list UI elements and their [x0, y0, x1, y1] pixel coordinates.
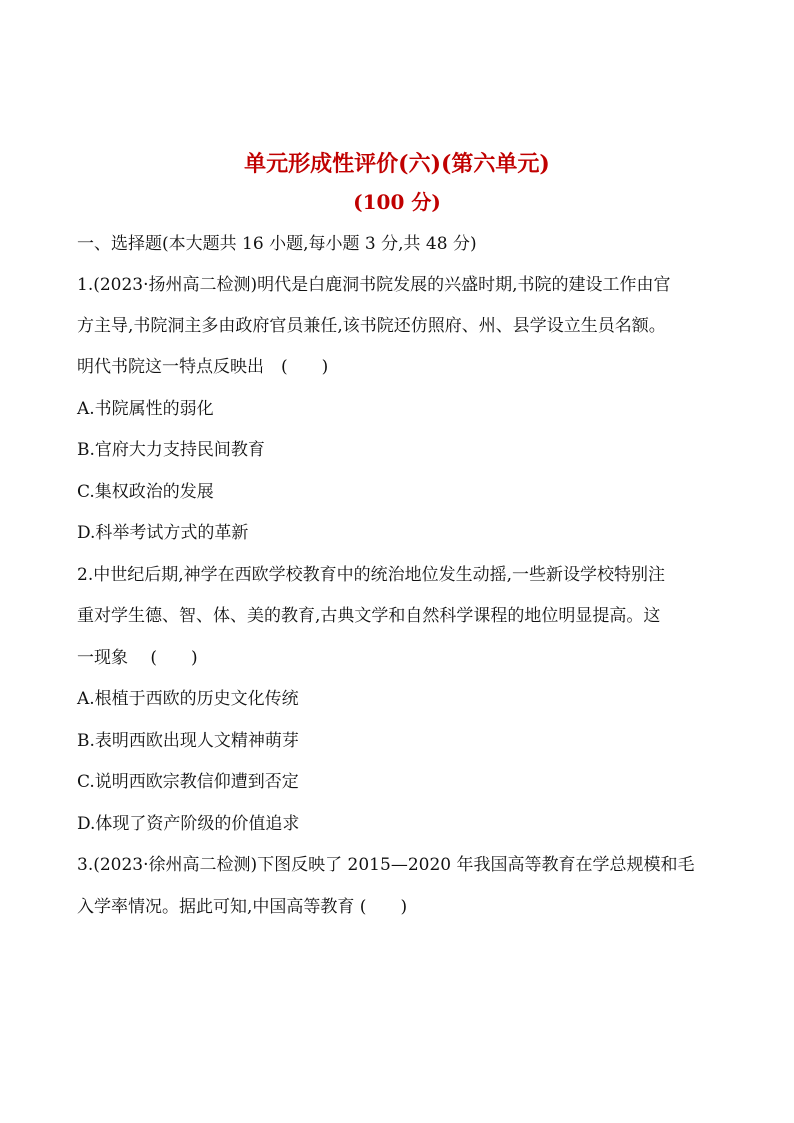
question-2-option-d: D.体现了资产阶级的价值追求: [77, 814, 300, 834]
question-2-option-c: C.说明西欧宗教信仰遭到否定: [77, 772, 299, 792]
question-1-option-d: D.科举考试方式的革新: [77, 523, 249, 543]
question-1-option-c: C.集权政治的发展: [77, 482, 214, 502]
question-2-option-b: B.表明西欧出现人文精神萌芽: [77, 731, 299, 751]
question-1-stem-line-1: 1.(2023·扬州高二检测)明代是白鹿洞书院发展的兴盛时期,书院的建设工作由官: [77, 275, 671, 295]
question-1-option-a: A.书院属性的弱化: [77, 399, 214, 419]
question-1-stem-line-3: 明代书院这一特点反映出 ( ): [77, 357, 329, 377]
question-1-option-b: B.官府大力支持民间教育: [77, 440, 265, 460]
question-2-option-a: A.根植于西欧的历史文化传统: [77, 689, 299, 709]
question-3-stem-line-1: 3.(2023·徐州高二检测)下图反映了 2015—2020 年我国高等教育在学总规模和毛: [77, 855, 695, 875]
question-1-stem-line-2: 方主导,书院洞主多由政府官员兼任,该书院还仿照府、州、县学设立生员名额。: [77, 316, 666, 336]
question-2-stem-line-2: 重对学生德、智、体、美的教育,古典文学和自然科学课程的地位明显提高。这: [77, 606, 661, 626]
score-label: (100 分): [353, 190, 441, 214]
document-title: 单元形成性评价(六)(第六单元): [244, 151, 550, 177]
question-2-stem-line-3: 一现象 ( ): [77, 648, 198, 668]
question-3-stem-line-2: 入学率情况。据此可知,中国高等教育 ( ): [77, 897, 408, 917]
question-2-stem-line-1: 2.中世纪后期,神学在西欧学校教育中的统治地位发生动摇,一些新设学校特别注: [77, 565, 666, 585]
section-heading: 一、选择题(本大题共 16 小题,每小题 3 分,共 48 分): [77, 234, 477, 254]
